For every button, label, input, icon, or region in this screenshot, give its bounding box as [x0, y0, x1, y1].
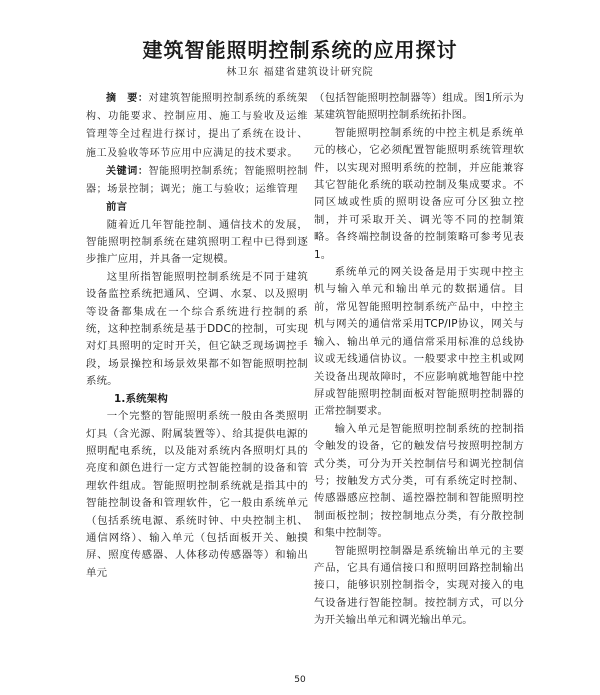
- abstract: [86, 90, 308, 163]
- abstract-label: 摘 要：: [106, 93, 149, 104]
- keywords-text: 智能照明控制系统；智能照明控制器；场景控制；调光；施工与验收；运维管理: [86, 165, 309, 196]
- right-paragraph-3: 系统单元的网关设备是用于实现中控主机与输入单元和输出单元的数据通信。目前，常见智能照明控制系统产品中，中控主机与网关的通信常采用TCP/IP协议，网关与输入、输出单元的通信常采用标准的总线协议或无线通信协议。一般要求中控主机或网关设备出现故障时，不应影响就地智能中控屏或智能照明控制面板对智能照明控制器的正常控制要求。: [314, 266, 524, 418]
- right-column: [314, 90, 524, 630]
- keywords: [86, 163, 308, 199]
- left-column: [86, 90, 308, 582]
- keywords-label: 关键词：: [106, 165, 149, 177]
- intro-heading: 前言: [106, 201, 128, 214]
- page-number: 50: [294, 675, 306, 685]
- paper-title: 建筑智能照明控制系统的应用探讨: [142, 38, 458, 62]
- section-1-heading: 1.系统架构: [114, 392, 168, 405]
- intro-paragraph-1: 随着近几年智能控制、通信技术的发展，智能照明控制系统在建筑照明工程中已得到逐步推广应用，并具备一定规模。: [86, 218, 308, 266]
- section-1-paragraph-1: 一个完整的智能照明系统一般由各类照明灯具（含光源、附属装置等）、给其提供电源的照明配电系统，以及能对系统内各照明灯具的亮度和颜色进行一定方式智能控制的设备和管理软件组成。智能照明控制系统就是指其中的智能控制设备和管理软件，它一般由系统单元（包括系统电源、系统时钟、中央控制主机、通信网络）、输入单元（包括面板开关、触摸屏、照度传感器、人体移动传感器等）和输出单元: [86, 410, 308, 579]
- author-line: 林卫东 福建省建筑设计研究院: [226, 67, 374, 78]
- right-paragraph-4: 输入单元是智能照明控制系统的控制指令触发的设备，它的触发信号按照明控制方式分类，可分为开关控制信号和调光控制信号；按触发方式分类，可有系统定时控制、传感器感应控制、遥控器控制和智能照明控制面板控制；按控制地点分类，有分散控制和集中控制等。: [314, 422, 524, 540]
- intro-paragraph-2: 这里所指智能照明控制系统是不同于建筑设备监控系统把通风、空调、水泵、以及照明等设备都集成在一个综合系统进行控制的系统，这种控制系统是基于DDC的控制，可实现对灯具照明的定时开关，但它缺乏现场调控手段，场景操控和场景效果都不如智能照明控制系统。: [86, 270, 308, 388]
- right-paragraph-5: 智能照明控制器是系统输出单元的主要产品，它具有通信接口和照明回路控制输出接口，能够识别控制指令，实现对接入的电气设备进行智能控制。按控制方式，可以分为开关输出单元和调光输出单元。: [314, 544, 524, 627]
- abstract-text: 对建筑智能照明控制系统的系统架构、功能要求、控制应用、施工与验收及运维管理等全过程进行探讨，提出了系统在设计、施工及验收等环节应用中应满足的技术要求。: [86, 93, 309, 159]
- right-paragraph-2: 智能照明控制系统的中控主机是系统单元的核心，它必须配置智能照明系统管理软件，以实现对照明系统的控制，并应能兼容其它智能化系统的联动控制及集成要求。不同区域或性质的照明设备应可分区独立控制，并可采取开关、调光等不同的控制策略。各终端控制设备的控制策略可参考见表1。: [314, 126, 524, 261]
- right-paragraph-1: （包括智能照明控制器等）组成。图1所示为某建筑智能照明控制系统拓扑图。: [314, 92, 524, 122]
